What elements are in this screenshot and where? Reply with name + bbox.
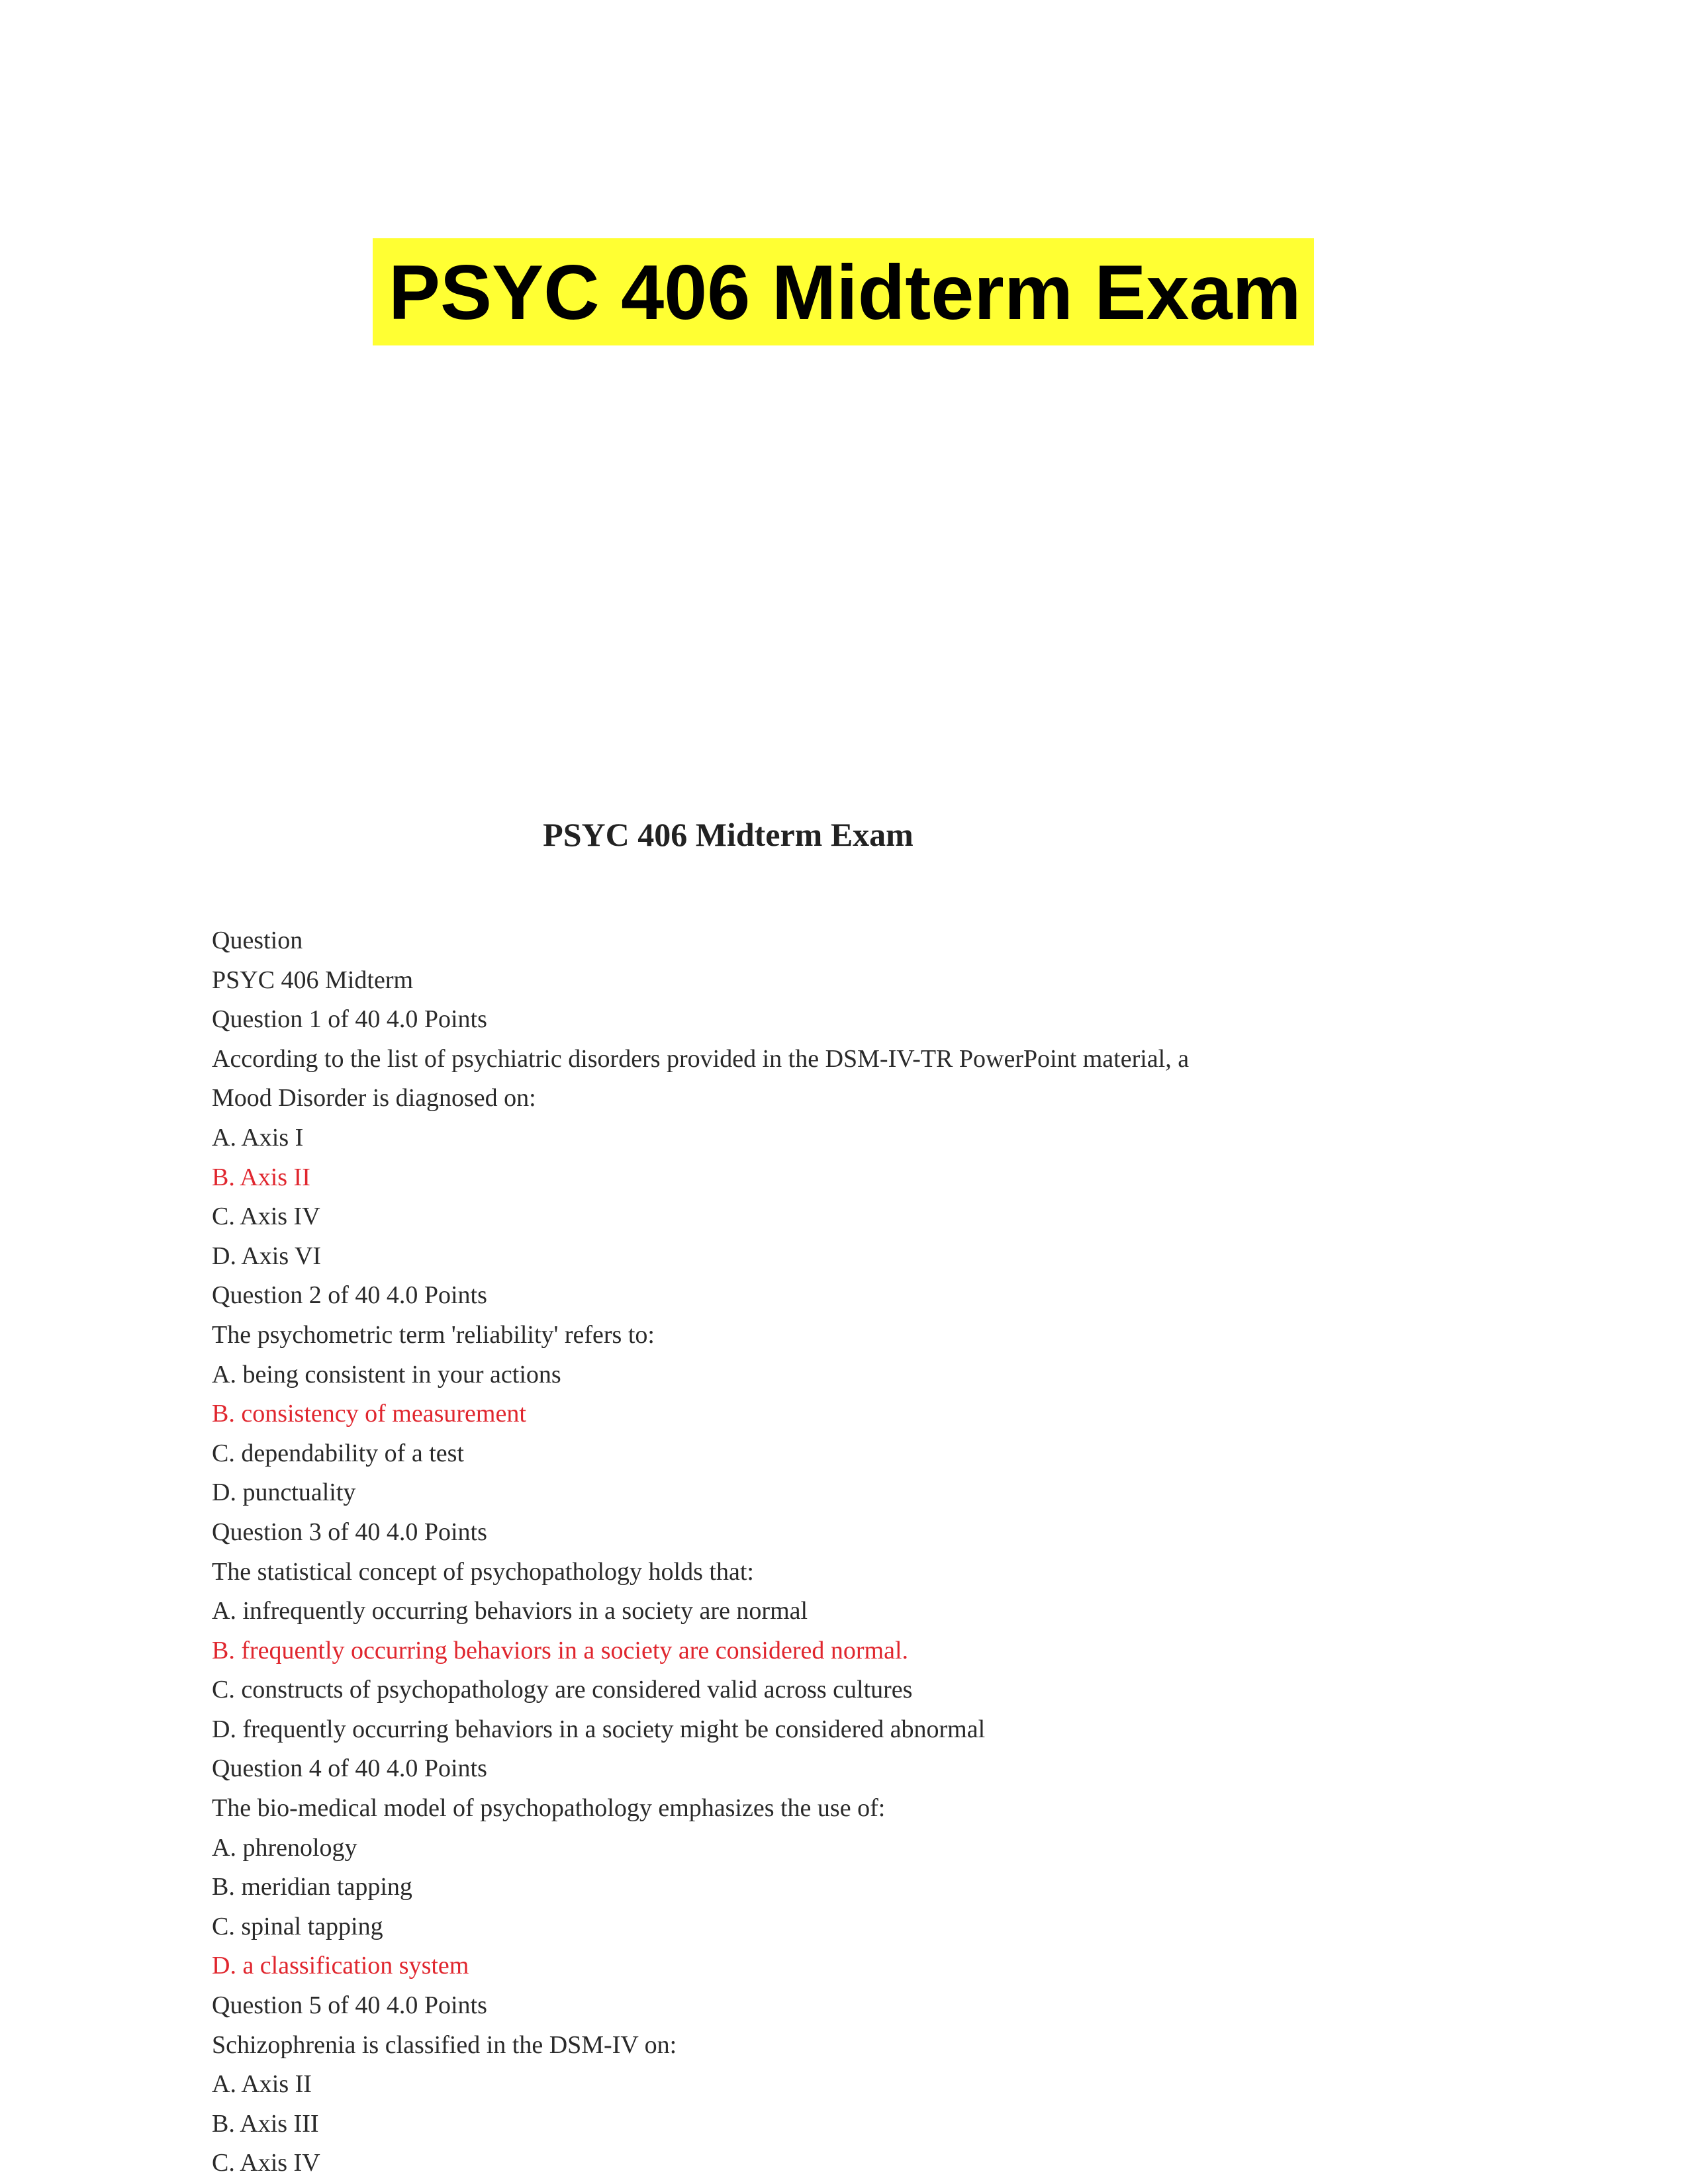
answer-option: B. meridian tapping	[212, 1873, 412, 1901]
question-block	[212, 1513, 1337, 1750]
intro-course: PSYC 406 Midterm	[212, 966, 414, 994]
answer-option: C. Axis IV	[212, 2149, 320, 2177]
answer-option: D. punctuality	[212, 1479, 356, 1507]
question-block	[212, 1749, 1337, 1986]
document-title: PSYC 406 Midterm Exam	[543, 816, 914, 853]
question-header: Question 4 of 40 4.0 Points	[212, 1754, 487, 1783]
question-prompt: The bio-medical model of psychopathology emphasizes the use of:	[212, 1794, 886, 1823]
answer-option-highlighted: B. consistency of measurement	[212, 1400, 526, 1428]
question-prompt: Mood Disorder is diagnosed on:	[212, 1084, 536, 1113]
question-prompt: Schizophrenia is classified in the DSM-IV on:	[212, 2030, 677, 2059]
answer-option: C. dependability of a test	[212, 1439, 464, 1467]
question-prompt: The statistical concept of psychopathology holds that:	[212, 1557, 754, 1586]
question-block	[212, 1276, 1337, 1513]
question-block	[212, 1000, 1337, 1276]
answer-option: A. phrenology	[212, 1833, 357, 1862]
answer-option: D. frequently occurring behaviors in a society might be considered abnormal	[212, 1715, 986, 1743]
question-header: Question 3 of 40 4.0 Points	[212, 1518, 487, 1546]
exam-content	[212, 921, 1337, 2183]
answer-option-highlighted: B. frequently occurring behaviors in a society are considered normal.	[212, 1636, 909, 1664]
answer-option: A. infrequently occurring behaviors in a society are normal	[212, 1597, 808, 1625]
answer-option: C. spinal tapping	[212, 1912, 383, 1940]
title-banner	[373, 238, 1314, 345]
answer-option-highlighted: B. Axis II	[212, 1163, 310, 1191]
answer-option-highlighted: D. a classification system	[212, 1952, 469, 1980]
answer-option: D. Axis VI	[212, 1242, 322, 1270]
answer-option: C. constructs of psychopathology are considered valid across cultures	[212, 1676, 913, 1704]
answer-option: A. Axis II	[212, 2070, 312, 2099]
question-prompt: According to the list of psychiatric disorders provided in the DSM-IV-TR PowerPoint material, a	[212, 1044, 1190, 1073]
answer-option: A. Axis I	[212, 1123, 304, 1152]
banner-title: PSYC 406 Midterm Exam	[389, 248, 1301, 336]
answer-option: A. being consistent in your actions	[212, 1360, 561, 1388]
question-header: Question 1 of 40 4.0 Points	[212, 1005, 487, 1034]
question-block	[212, 1986, 1337, 2183]
answer-option: B. Axis III	[212, 2109, 319, 2138]
question-list	[212, 1000, 1337, 2183]
question-header: Question 2 of 40 4.0 Points	[212, 1281, 487, 1310]
answer-option: C. Axis IV	[212, 1203, 320, 1231]
question-header: Question 5 of 40 4.0 Points	[212, 1991, 487, 2020]
question-prompt: The psychometric term 'reliability' refers to:	[212, 1320, 655, 1349]
intro-label: Question	[212, 927, 303, 954]
